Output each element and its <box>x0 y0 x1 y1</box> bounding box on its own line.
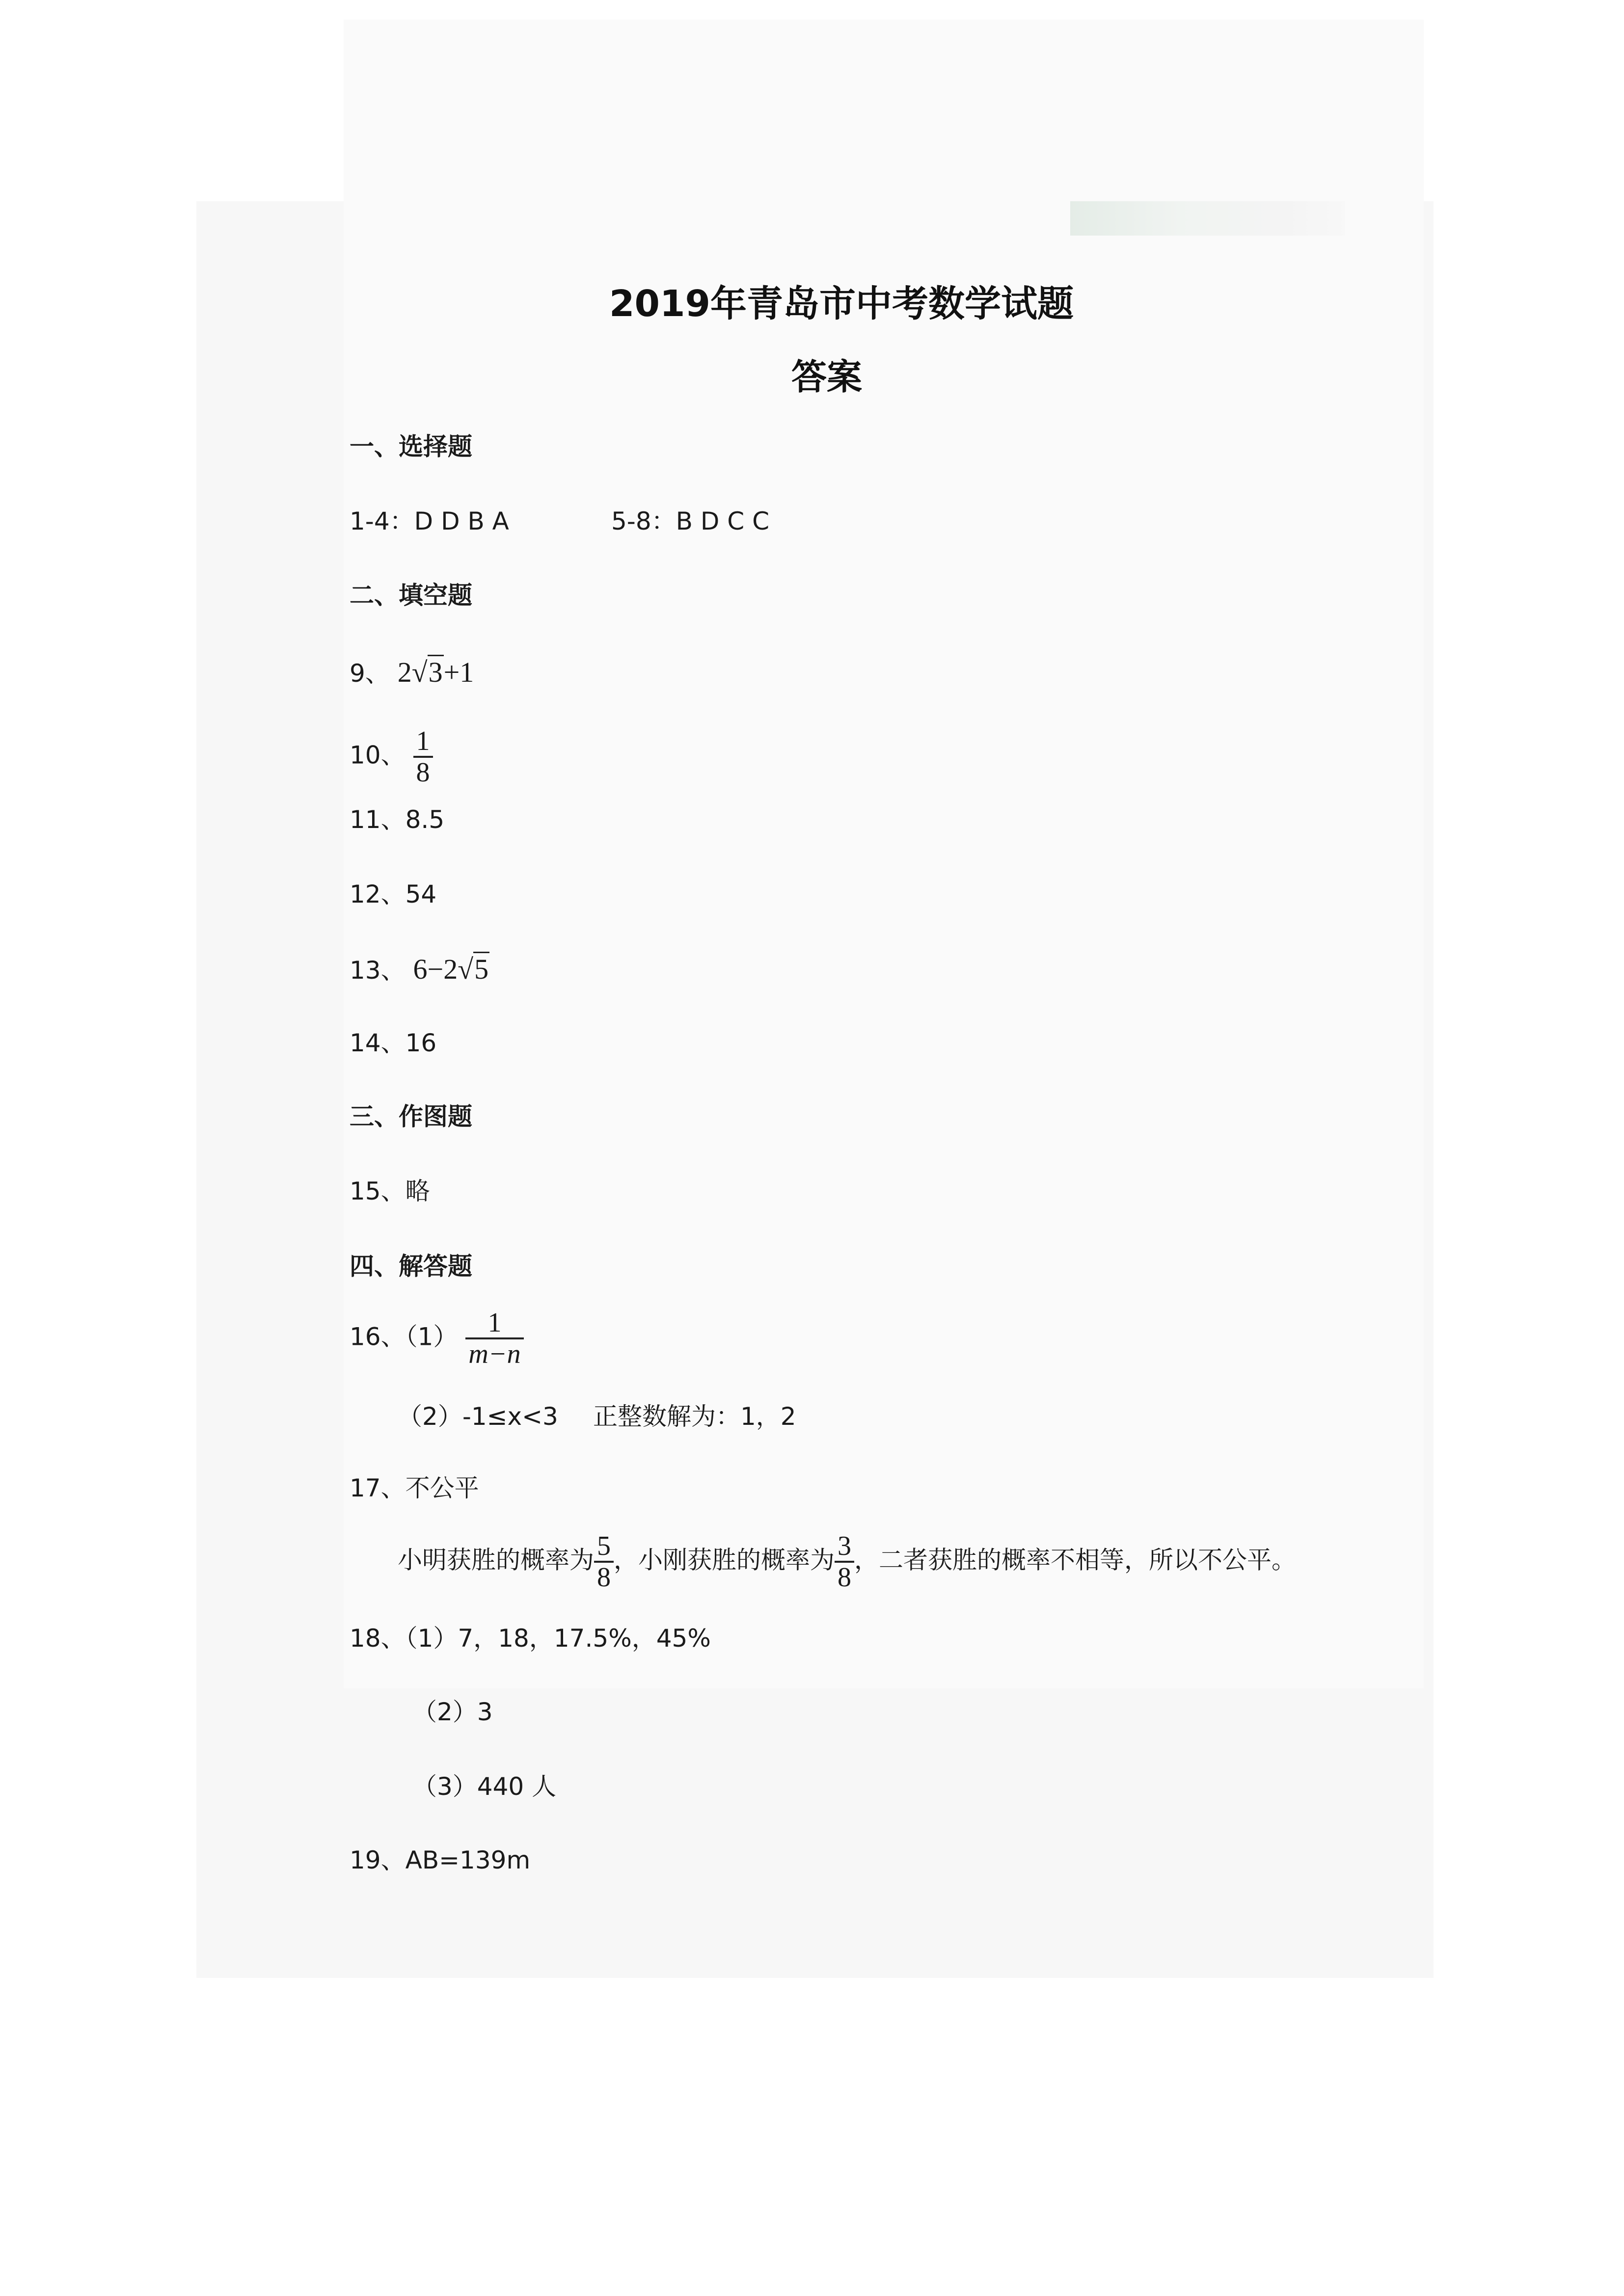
choice-answers-5-8 <box>611 507 769 536</box>
q12-number: 12、 <box>350 880 406 908</box>
q16-numerator: 1 <box>465 1308 523 1339</box>
page-subtitle: 答案 <box>791 356 862 398</box>
fill-q12 <box>350 880 436 909</box>
solve-q16-part1 <box>350 1308 524 1369</box>
q13-pre: 6−2 <box>413 953 458 985</box>
q16-fraction <box>465 1308 523 1369</box>
choice-label-1-4: 1-4： <box>350 507 414 535</box>
sqrt-icon: √5 <box>458 955 489 984</box>
solve-q18-part2: （2）3 <box>412 1698 493 1726</box>
q9-number: 9、 <box>350 659 390 688</box>
q16-part2-label: （2） <box>398 1402 462 1431</box>
q14-number: 14、 <box>350 1029 406 1057</box>
fill-q11 <box>350 805 444 834</box>
fill-q13 <box>350 955 489 985</box>
solve-q17 <box>350 1473 479 1503</box>
q13-answer <box>413 953 490 985</box>
fill-q9 <box>350 658 474 688</box>
fill-q14 <box>350 1028 436 1058</box>
choice-label-5-8: 5-8： <box>611 507 676 535</box>
q16-denominator: m−n <box>468 1339 521 1369</box>
q10-number: 10、 <box>350 741 406 770</box>
sqrt-icon: √3 <box>412 658 444 687</box>
q11-answer: 8.5 <box>405 805 445 834</box>
q16-part2-integer-solutions: 正整数解为：1，2 <box>593 1402 796 1431</box>
q14-answer: 16 <box>405 1029 437 1057</box>
page-title: 2019年青岛市中考数学试题 <box>609 283 1074 325</box>
q18-number: 18、 <box>350 1624 406 1653</box>
solve-q16-part2 <box>398 1402 558 1431</box>
q16-part1-label: （1） <box>405 1322 458 1351</box>
q13-number: 13、 <box>350 956 406 985</box>
q17-fraction-b <box>835 1531 854 1592</box>
q13-radicand: 5 <box>473 952 489 985</box>
faded-watermark <box>1070 201 1345 236</box>
draw-q15: 15、略 <box>350 1177 430 1205</box>
solve-q18-part1 <box>350 1624 711 1653</box>
q17-fraction-a-denominator: 8 <box>597 1562 611 1593</box>
q16-number: 16、 <box>350 1322 406 1351</box>
choice-answers-1-4 <box>350 507 509 536</box>
fill-q10 <box>350 726 433 787</box>
scan-background-inner <box>344 20 1424 1688</box>
solve-q19: 19、AB=139m <box>350 1846 531 1874</box>
section-solve: 四、解答题 <box>350 1252 472 1281</box>
choice-value-1-4: D D B A <box>414 507 509 535</box>
q17-fraction-b-denominator: 8 <box>838 1562 851 1593</box>
q17-text-c: ，二者获胜的概率不相等，所以不公平。 <box>854 1546 1296 1575</box>
choice-value-5-8: B D C C <box>676 507 769 535</box>
q16-part2-range: -1≤x<3 <box>462 1402 558 1431</box>
q17-text-a: 小明获胜的概率为 <box>398 1546 594 1575</box>
section-choice: 一、选择题 <box>350 432 472 461</box>
q17-fraction-b-numerator: 3 <box>835 1531 854 1563</box>
q17-fraction-a <box>594 1531 614 1592</box>
q17-verdict: 不公平 <box>405 1474 479 1502</box>
q12-answer: 54 <box>405 880 437 908</box>
q17-number: 17、 <box>350 1474 406 1502</box>
q10-numerator: 1 <box>413 726 433 758</box>
q18-part1: （1）7，18，17.5%，45% <box>405 1624 711 1653</box>
q9-answer <box>398 656 474 688</box>
q17-explanation <box>398 1531 1296 1592</box>
solve-q18-part3: （3）440 人 <box>412 1772 557 1801</box>
q9-coef: 2 <box>397 656 412 688</box>
section-draw: 三、作图题 <box>350 1102 472 1131</box>
q10-denominator: 8 <box>416 757 430 788</box>
q9-rest: +1 <box>443 656 474 688</box>
q10-fraction <box>413 726 433 787</box>
q9-radicand: 3 <box>428 655 444 688</box>
section-fill: 二、填空题 <box>350 581 472 610</box>
q11-number: 11、 <box>350 805 406 834</box>
q17-fraction-a-numerator: 5 <box>594 1531 614 1563</box>
q17-text-b: ，小刚获胜的概率为 <box>614 1546 835 1575</box>
